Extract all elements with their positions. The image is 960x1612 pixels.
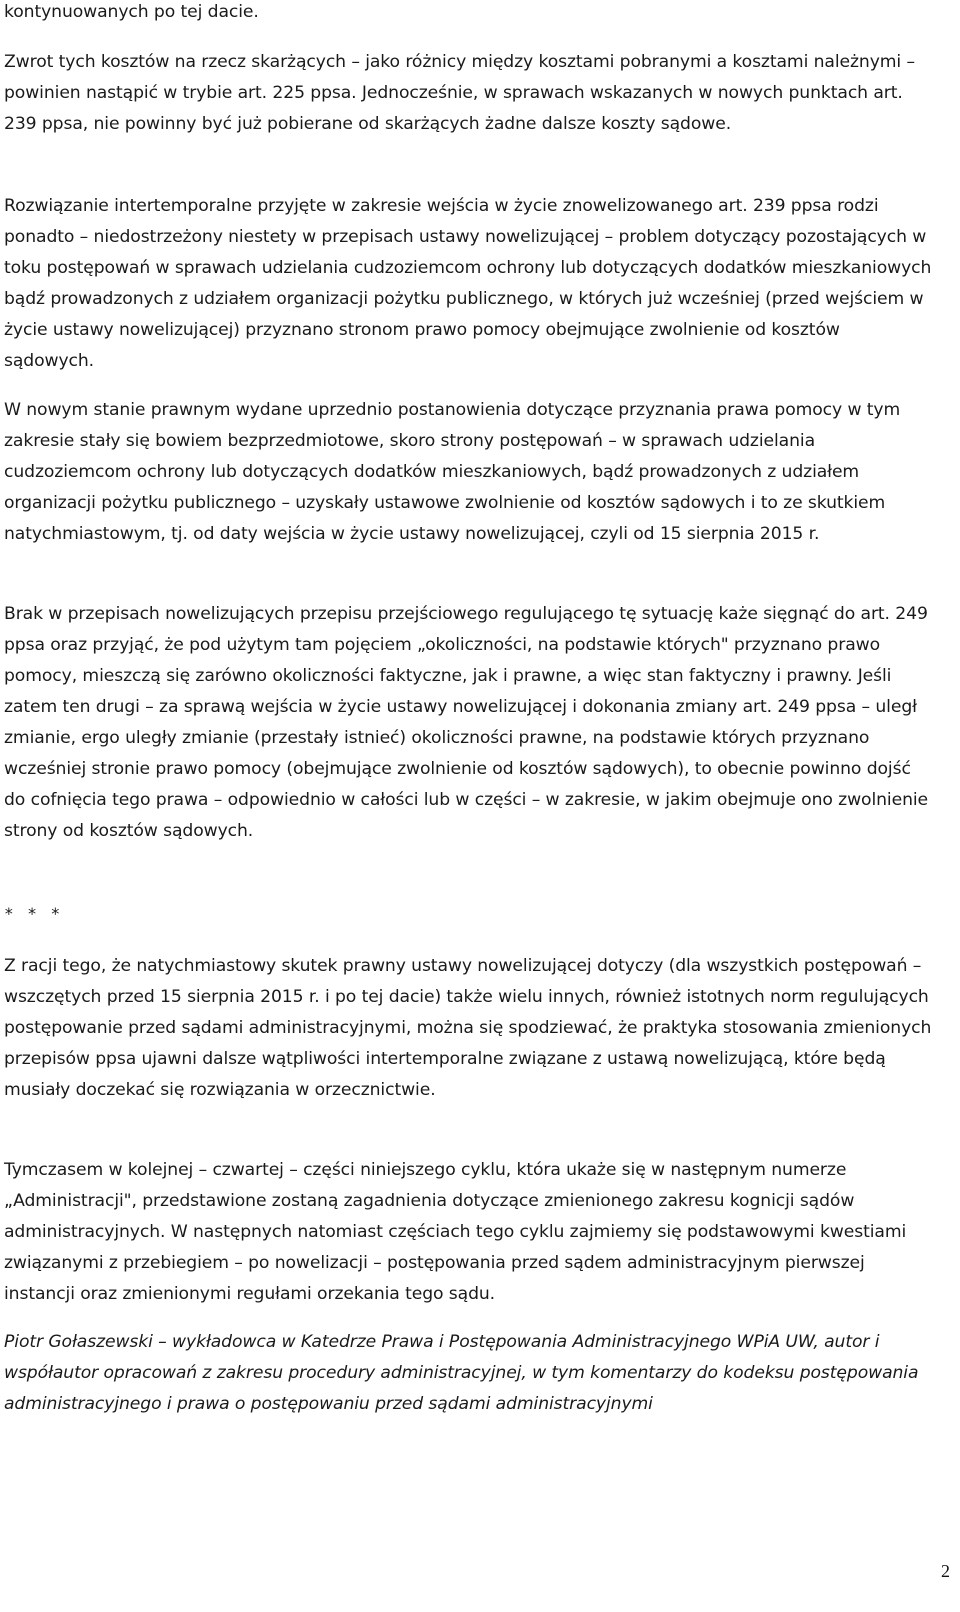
paragraph-immediate-effect: Z racji tego, że natychmiastowy skutek prawny ustawy nowelizującej dotyczy (dla wszystkich postępowań – wszczętych przed 15 sierpnia 2015 r. i po tej dacie) także wielu innych, również istotnych norm regulujących postępowanie przed sądami administracyjnymi, można się spodziewać, że praktyka stosowania zmienionych przepisów ppsa ujawni dalsze wątpliwości intertemporalne związane z ustawą nowelizującą, które będą musiały doczekać się rozwiązania w orzecznictwie. (4, 956, 932, 1100)
page-number: 2 (941, 1561, 950, 1581)
paragraph-intertemporal-solution: Rozwiązanie intertemporalne przyjęte w zakresie wejścia w życie znowelizowanego art. 239 ppsa rodzi ponadto – niedostrzeżony niestety w przepisach ustawy nowelizującej – problem dotyczący pozostających w toku postępowań w sprawach udzielania cudzoziemcom ochrony lub dotyczących dodatków mieszkaniowych bądź prowadzonych z udziałem organizacji pożytku publicznego, w których już wcześniej (przed wejściem w życie ustawy nowelizującej) przyznano stronom prawo pomocy obejmujące zwolnienie od kosztów sądowych. (4, 196, 932, 371)
author-note: Piotr Gołaszewski – wykładowca w Katedrze Prawa i Postępowania Administracyjnego WPiA UW, autor i współautor opracowań z zakresu procedury administracyjnej, w tym komentarzy do kodeksu postępowania administracyjnego i prawa o postępowaniu przed sądami administracyjnymi (4, 1332, 919, 1414)
paragraph-transitional-provision: Brak w przepisach nowelizujących przepisu przejściowego regulującego tę sytuację każe sięgnąć do art. 249 ppsa oraz przyjąć, że pod użytym tam pojęciem „okoliczności, na podstawie których" przyznano prawo pomocy, mieszczą się zarówno okoliczności faktyczne, jak i prawne, a więc stan faktyczny i prawny. Jeśli zatem ten drugi – za sprawą wejścia w życie ustawy nowelizującej i dokonania zmiany art. 249 ppsa – uległ zmianie, ergo uległy zmianie (przestały istnieć) okoliczności prawne, na podstawie których przyznano wcześniej stronie prawo pomocy (obejmujące zwolnienie od kosztów sądowych), to obecnie powinno dojść do cofnięcia tego prawa – odpowiednio w całości lub w części – w zakresie, w jakim obejmuje ono zwolnienie strony od kosztów sądowych. (4, 604, 929, 841)
paragraph-continuation: kontynuowanych po tej dacie. (4, 2, 259, 22)
paragraph-cost-refund: Zwrot tych kosztów na rzecz skarżących – jako różnicy między kosztami pobranymi a kosztami należnymi – powinien nastąpić w trybie art. 225 ppsa. Jednocześnie, w sprawach wskazanych w nowych punktach art. 239 ppsa, nie powinny być już pobierane od skarżących żadne dalsze koszty sądowe. (4, 52, 915, 134)
paragraph-next-part: Tymczasem w kolejnej – czwartej – części niniejszego cyklu, która ukaże się w następnym numerze „Administracji", przedstawione zostaną zagadnienia dotyczące zmienionego zakresu kognicji sądów administracyjnych. W następnych natomiast częściach tego cyklu zajmiemy się podstawowymi kwestiami związanymi z przebiegiem – po nowelizacji – postępowania przed sądem administracyjnym pierwszej instancji oraz zmienionymi regułami orzekania tego sądu. (4, 1160, 907, 1304)
paragraph-new-legal-state: W nowym stanie prawnym wydane uprzednio postanowienia dotyczące przyznania prawa pomocy w tym zakresie stały się bowiem bezprzedmiotowe, skoro strony postępowań – w sprawach udzielania cudzoziemcom ochrony lub dotyczących dodatków mieszkaniowych, bądź prowadzonych z udziałem organizacji pożytku publicznego – uzyskały ustawowe zwolnienie od kosztów sądowych i to ze skutkiem natychmiastowym, tj. od daty wejścia w życie ustawy nowelizującej, czyli od 15 sierpnia 2015 r. (4, 400, 901, 544)
section-separator: * * * (4, 904, 63, 923)
